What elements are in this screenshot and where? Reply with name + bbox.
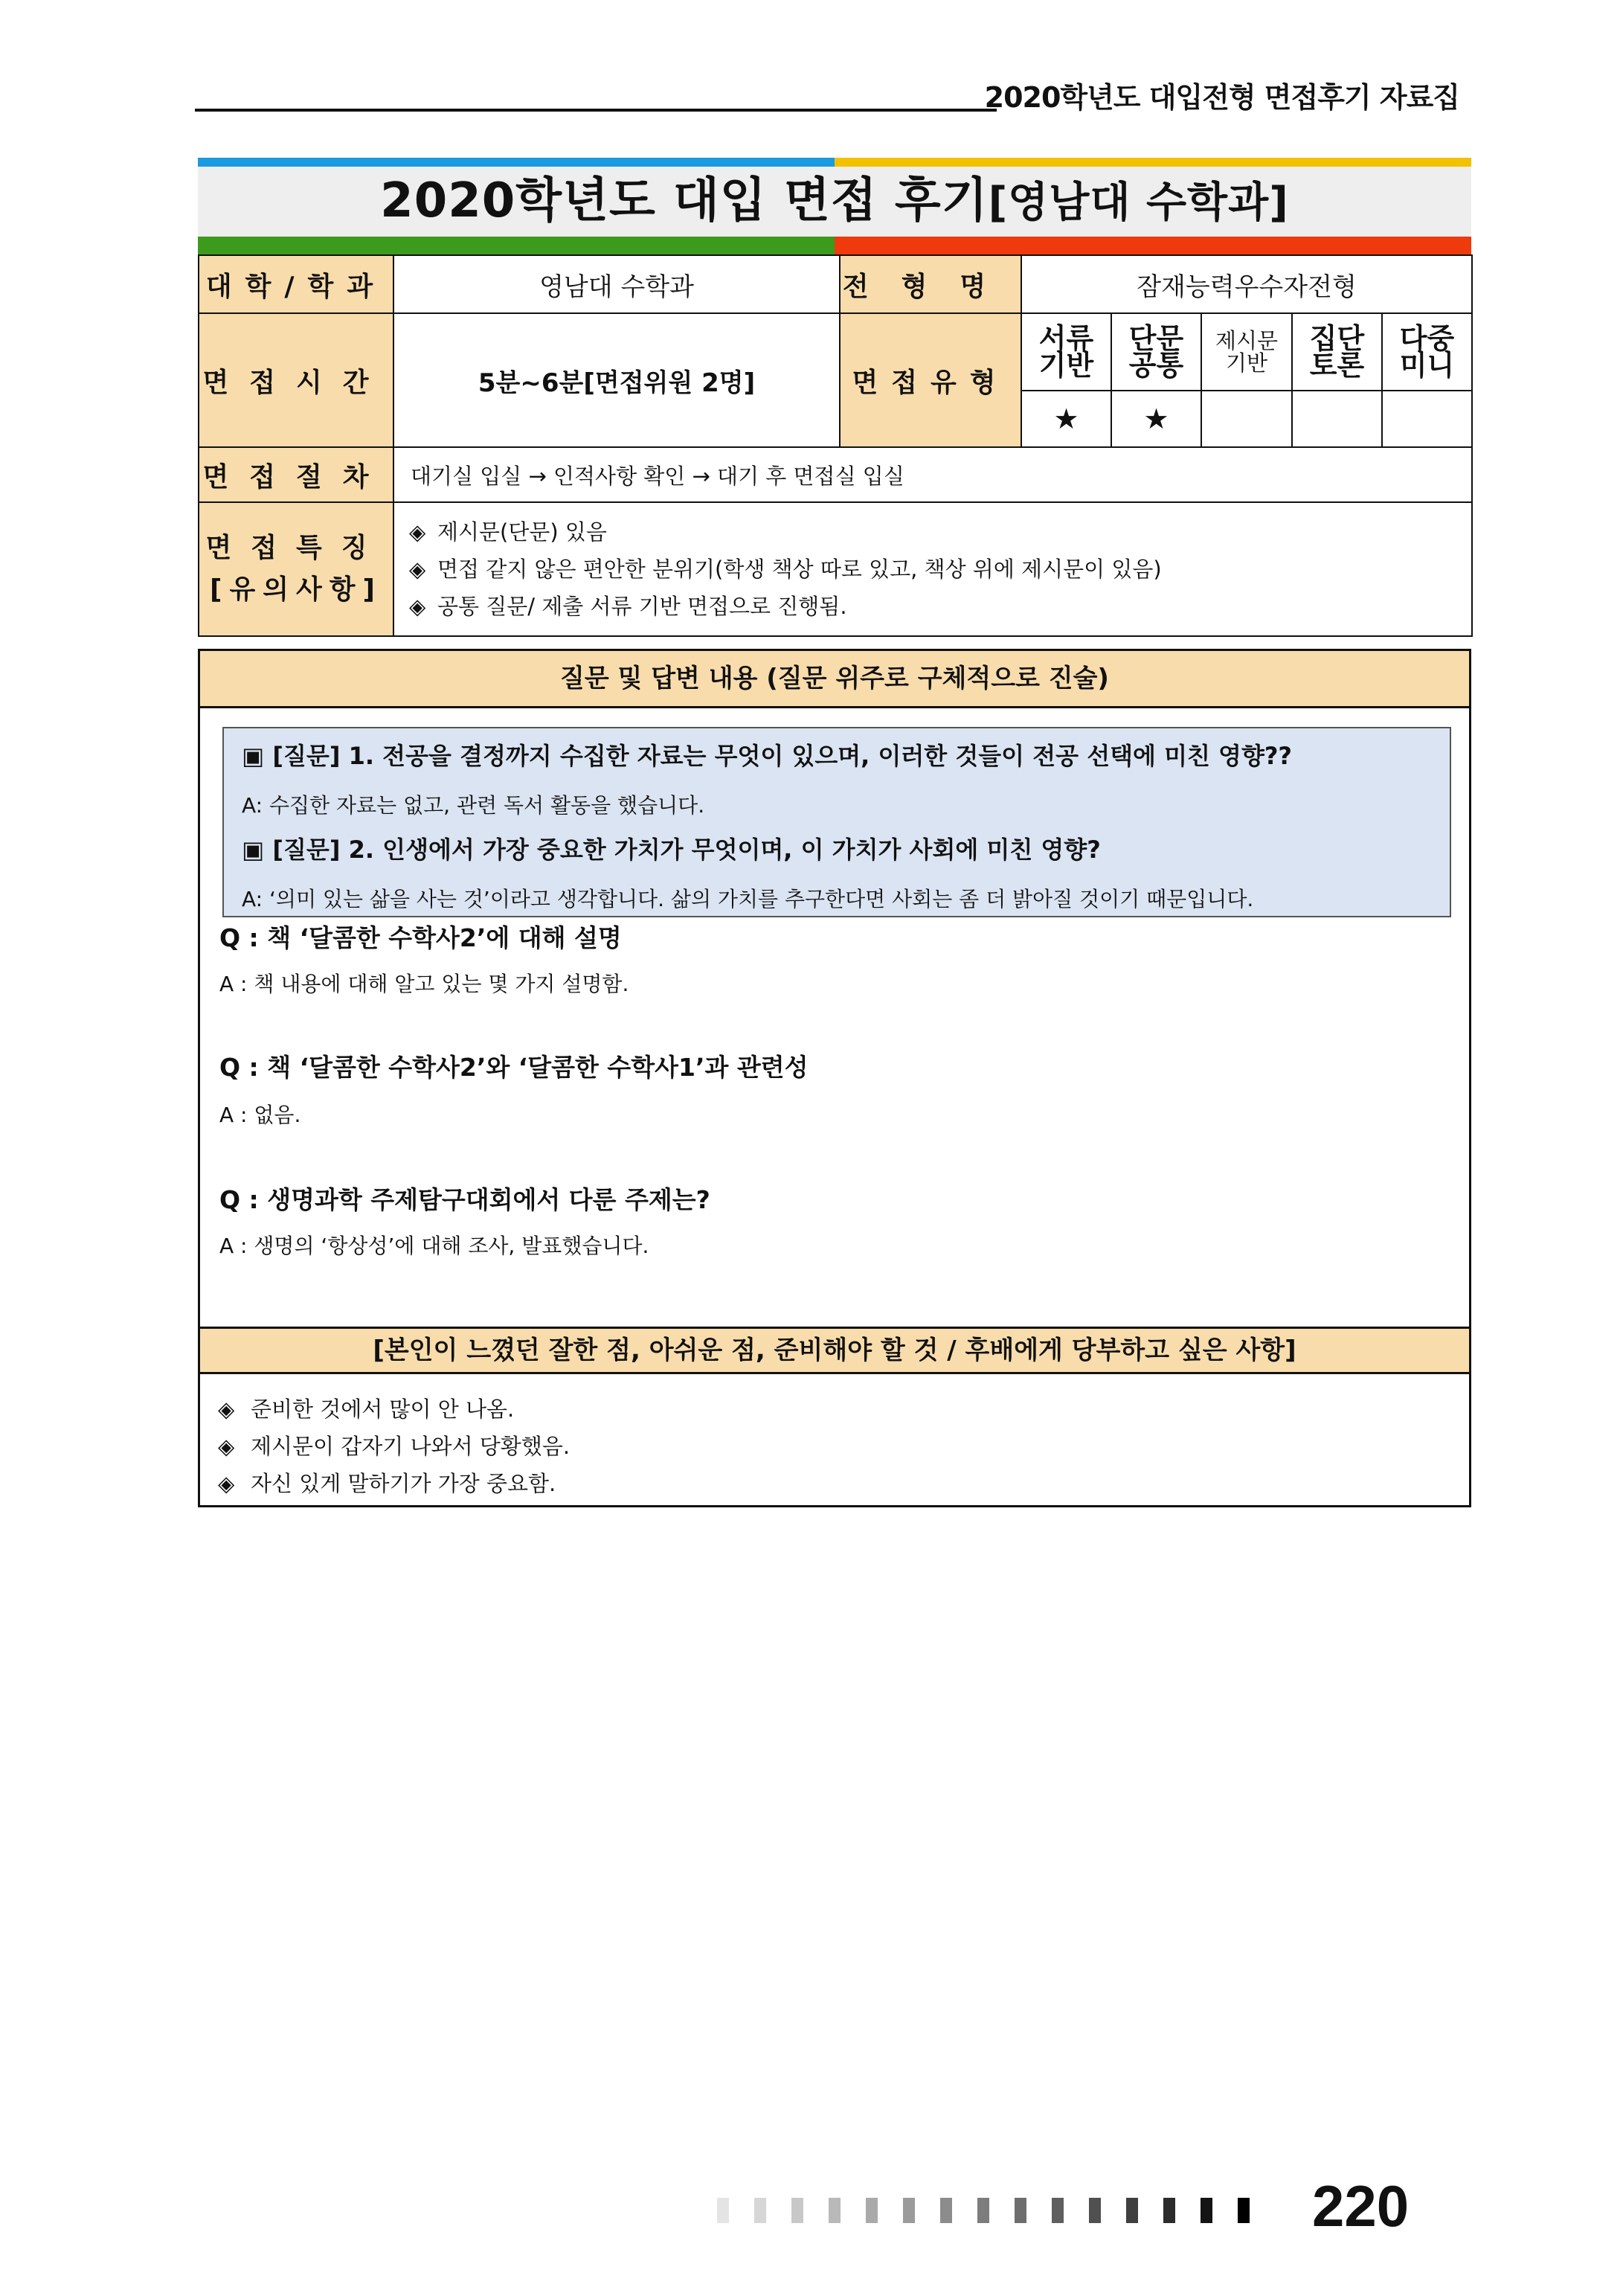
banner-top-left-stripe (198, 158, 835, 167)
running-header (195, 71, 1459, 116)
feature-text: 제시문(단문) 있음 (437, 519, 607, 545)
diamond-bullet-icon: ◈ (218, 1471, 235, 1496)
type-line: 미니 (1399, 349, 1455, 382)
feature-item (394, 588, 1471, 625)
tips-section-header: [본인이 느꼈던 잘한 점, 아쉬운 점, 준비해야 할 것 / 후배에게 당부하고 싶은 사항] (200, 1327, 1469, 1374)
footer-gradient-square (1089, 2198, 1101, 2223)
footer-gradient-square (1126, 2198, 1138, 2223)
footer-gradient-square (940, 2198, 952, 2223)
footer-gradient-square (1163, 2198, 1175, 2223)
common-question: ▣ [질문] 1. 전공을 결정까지 수집한 자료는 무엇이 있으며, 이러한 것들이 전공 선택에 미친 영향?? (242, 742, 1292, 770)
title-banner (198, 158, 1471, 254)
features-label (199, 502, 393, 636)
type-line: 제시문 (1215, 328, 1279, 353)
type-multiple-mini (1382, 313, 1472, 391)
common-question: ▣ [질문] 2. 인생에서 가장 중요한 가치가 무엇이며, 이 가치가 사회에 미친 영향? (242, 836, 1101, 864)
common-answer: A: ‘의미 있는 삶을 사는 것’이라고 생각합니다. 삶의 가치를 추구한다면 사회는 좀 더 밝아질 것이기 때문입니다. (242, 887, 1254, 911)
features-label-line1: 면접특징 (205, 533, 387, 563)
type-line: 기반 (1038, 349, 1094, 382)
tip-item (218, 1428, 570, 1465)
diamond-bullet-icon: ◈ (409, 519, 426, 545)
banner-bottom-left-stripe (198, 237, 835, 254)
type-document-based (1021, 313, 1111, 391)
footer-gradient-square (1238, 2198, 1250, 2223)
university-value: 영남대 수학과 (393, 255, 840, 313)
question: Q : 책 ‘달콤한 수학사2’에 대해 설명 (219, 923, 622, 952)
page-title (198, 168, 1471, 236)
star-icon: ★ (1111, 391, 1201, 447)
qa-box (198, 649, 1471, 1507)
tips-list (218, 1391, 570, 1502)
type-passage-based (1201, 313, 1292, 391)
type-mark-empty (1382, 391, 1472, 447)
feature-item (394, 513, 1471, 551)
footer-gradient-square (754, 2198, 766, 2223)
tip-text: 자신 있게 말하기가 가장 중요함. (251, 1471, 556, 1496)
page-title-sub: [영남대 수학과] (988, 179, 1289, 227)
running-header-title: 2020학년도 대입전형 면접후기 자료집 (984, 81, 1459, 114)
question: Q : 생명과학 주제탐구대회에서 다룬 주제는? (219, 1185, 710, 1214)
features-cell (393, 502, 1472, 636)
banner-top-right-stripe (835, 158, 1471, 167)
footer-gradient-square (1052, 2198, 1064, 2223)
type-line: 다중 (1399, 322, 1455, 355)
type-line: 기반 (1225, 350, 1268, 376)
diamond-bullet-icon: ◈ (218, 1396, 235, 1422)
footer-gradient-square (1201, 2198, 1212, 2223)
admission-value: 잠재능력우수자전형 (1021, 255, 1472, 313)
page-number: 220 (1312, 2173, 1410, 2239)
type-group-discussion (1292, 313, 1382, 391)
diamond-bullet-icon: ◈ (218, 1434, 235, 1459)
university-label: 대학/학과 (199, 255, 393, 313)
tip-text: 준비한 것에서 많이 안 나옴. (251, 1396, 515, 1422)
star-icon: ★ (1021, 391, 1111, 447)
type-line: 집단 (1309, 322, 1365, 355)
feature-text: 공통 질문/ 제출 서류 기반 면접으로 진행됨. (437, 594, 847, 619)
header-rule (195, 109, 997, 112)
admission-label: 전형명 (840, 255, 1021, 313)
type-mark-empty (1292, 391, 1382, 447)
tip-item (218, 1465, 570, 1502)
page-title-main: 2020학년도 대입 면접 후기 (380, 173, 989, 228)
banner-top-bar (198, 158, 1471, 167)
answer: A : 생명의 ‘항상성’에 대해 조사, 발표했습니다. (219, 1234, 649, 1258)
banner-bottom-bar (198, 237, 1471, 254)
procedure-label: 면접절차 (199, 447, 393, 502)
interview-time-label: 면접시간 (199, 313, 393, 447)
footer-gradient-square (717, 2198, 729, 2223)
type-line: 서류 (1038, 322, 1094, 355)
type-mark-empty (1201, 391, 1292, 447)
footer-gradient-square (903, 2198, 915, 2223)
qa-section-header: 질문 및 답변 내용 (질문 위주로 구체적으로 진술) (200, 649, 1469, 708)
tip-item (218, 1391, 570, 1428)
footer-gradient-square (977, 2198, 989, 2223)
diamond-bullet-icon: ◈ (409, 594, 426, 619)
interview-time-value: 5분~6분[면접위원 2명] (393, 313, 840, 447)
interview-type-label: 면접유형 (840, 313, 1021, 447)
procedure-value: 대기실 입실 → 인적사항 확인 → 대기 후 면접실 입실 (393, 447, 1472, 502)
answer: A : 책 내용에 대해 알고 있는 몇 가지 설명함. (219, 972, 629, 996)
info-table (198, 254, 1473, 637)
question: Q : 책 ‘달콤한 수학사2’와 ‘달콤한 수학사1’과 관련성 (219, 1053, 809, 1082)
tip-text: 제시문이 갑자기 나와서 당황했음. (251, 1434, 571, 1459)
type-short-common (1111, 313, 1201, 391)
common-answer: A: 수집한 자료는 없고, 관련 독서 활동을 했습니다. (242, 793, 705, 818)
footer-gradient-square (866, 2198, 878, 2223)
feature-text: 면접 같지 않은 편안한 분위기(학생 책상 따로 있고, 책상 위에 제시문이 있음) (437, 557, 1162, 582)
footer-gradient-square (829, 2198, 841, 2223)
type-line: 단문 (1128, 322, 1184, 355)
footer-gradient-square (791, 2198, 803, 2223)
page-footer (717, 2172, 1461, 2239)
type-line: 공통 (1128, 349, 1184, 382)
diamond-bullet-icon: ◈ (409, 557, 426, 582)
features-label-line2: [유의사항] (209, 574, 382, 605)
answer: A : 없음. (219, 1103, 301, 1127)
banner-bottom-right-stripe (835, 237, 1471, 254)
footer-gradient-square (1015, 2198, 1026, 2223)
feature-item (394, 551, 1471, 588)
common-questions-box (222, 727, 1451, 917)
type-line: 토론 (1309, 349, 1365, 382)
